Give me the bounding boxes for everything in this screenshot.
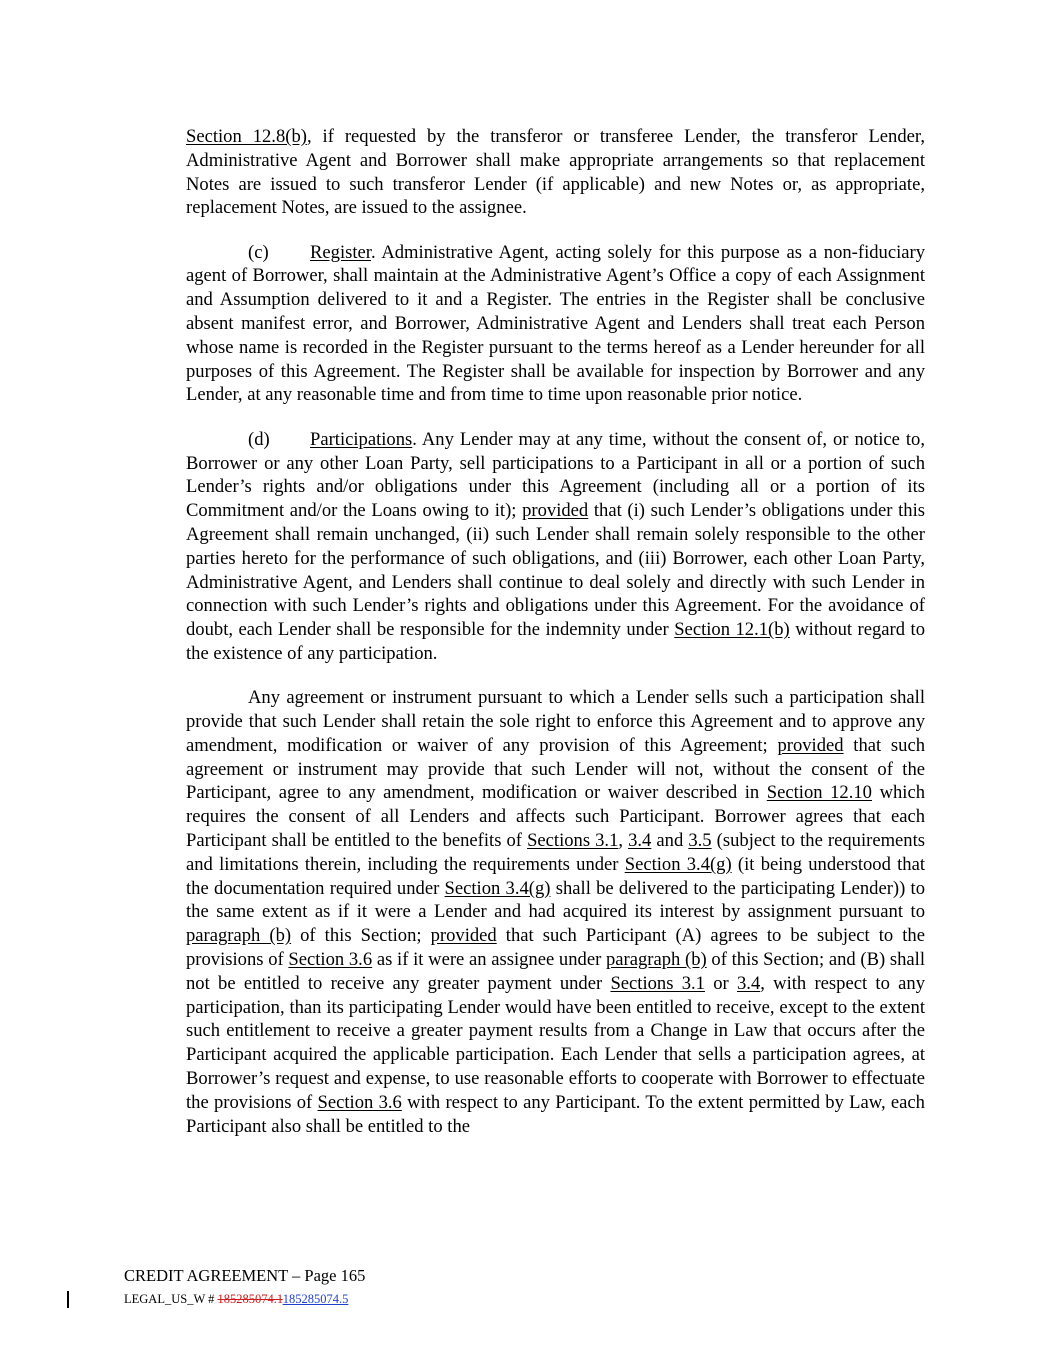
paragraph-text: , [618, 830, 629, 852]
paragraph-reference: paragraph (b) [605, 949, 707, 970]
paragraph-text: (subject to the requirements and limitations therein, including the requirements under [186, 830, 925, 875]
paragraph-text: with respect to any Participant. To the extent permitted by Law, each Participant also shall be entitled to the [186, 1091, 925, 1137]
section-reference: Section 12.8(b) [186, 126, 307, 147]
section-reference: Section 12.10 [766, 782, 872, 804]
paragraph-text: Any agreement or instrument pursuant to which a Lender sells such a participation shall provide that such Lender shall retain the sole right to enforce this Agreement and to approve any amendment, modification or waiver of any provision of this Agreement; [186, 687, 925, 756]
provided-term: provided [777, 734, 844, 756]
paragraph-text: and [651, 830, 689, 852]
doc-id-inserted: 185285074.5 [282, 1292, 349, 1306]
clause-heading: Register [310, 241, 371, 263]
paragraph-text: (it being understood that the documentation required under [186, 853, 926, 899]
paragraph-text: shall be delivered to the participating Lender)) to the same extent as if it were a Lender and had acquired its interest by assignment pursuant to [186, 877, 926, 923]
clause-number: (c) [248, 241, 269, 263]
paragraph-register [186, 241, 925, 408]
paragraph-continuation [186, 125, 925, 220]
document-body [186, 125, 925, 1159]
doc-id-prefix: LEGAL_US_W # [124, 1292, 218, 1306]
section-reference: Section 3.4(g) [624, 853, 732, 875]
section-reference: Section 3.4(g) [444, 877, 551, 899]
paragraph-text: . Administrative Agent, acting solely for this purpose as a non-fiduciary agent of Borrower, shall maintain at the Administrative Agent’s Office a copy of each Assignment and Assumption delivered to it and a Register. The entries in the Register shall be conclusive absent manifest error, and Borrower, Administrative Agent and Lenders shall treat each Person whose name is recorded in the Register pursuant to the terms hereof as a Lender hereunder for all purposes of this Agreement. The Register shall be available for inspection by Borrower and any Lender, at any reasonable time and from time to time upon reasonable prior notice. [186, 241, 925, 406]
paragraph-text: , with respect to any participation, than its participating Lender would have been entitled to receive, except to the extent such entitlement to receive a greater payment results from a Change in Law that occurs after the Participant acquired the applicable participation. Each Lender that sells a participation agrees, at Borrower’s request and expense, to use reasonable efforts to cooperate with Borrower to effectuate the provisions of [186, 972, 925, 1113]
provided-term: provided [430, 925, 497, 947]
paragraph-text: that such agreement or instrument may provide that such Lender will not, without the consent of the Participant, agree to any amendment, modification or waiver described in [186, 734, 926, 804]
clause-number: (d) [248, 428, 270, 450]
section-reference: Sections 3.1 [610, 972, 705, 994]
doc-id-deleted: 185285074.1 [217, 1292, 283, 1306]
paragraph-text: which requires the consent of all Lenders and affects such Participant. Borrower agrees that each Participant shall be entitled to the benefits of [186, 782, 926, 852]
page-footer [124, 1265, 365, 1308]
paragraph-text: of this Section; and (B) shall not be entitled to receive any greater payment under [186, 949, 925, 994]
paragraph-participation-agreement [186, 686, 925, 1138]
paragraph-text: that (i) such Lender’s obligations under this Agreement shall remain unchanged, (ii) such Lender shall remain solely responsible to the other parties hereto for the performance of such obligations, and (iii) Borrower, each other Loan Party, Administrative Agent, and Lenders shall continue to deal solely and directly with such Lender in connection with such Lender’s rights and obligations under this Agreement. For the avoidance of doubt, each Lender shall be responsible for the indemnity under [186, 500, 925, 641]
paragraph-text: without regard to the existence of any participation. [186, 619, 925, 664]
paragraph-text: that such Participant (A) agrees to be subject to the provisions of [186, 925, 925, 970]
footer-document-id [124, 1290, 365, 1308]
section-reference: Section 12.1(b) [674, 619, 790, 641]
paragraph-participations [186, 428, 925, 666]
section-reference: Section 3.6 [288, 949, 373, 970]
paragraph-text: of this Section; [291, 925, 431, 947]
revision-change-bar [67, 1291, 69, 1308]
paragraph-text: , if requested by the transferor or transferee Lender, the transferor Lender, Administrative Agent and Borrower shall make appropriate arrangements so that replacement Notes are issued to such transferor Lender (if applicable) and new Notes or, as appropriate, replacement Notes, are issued to the assignee. [186, 126, 925, 219]
paragraph-text: or [704, 972, 737, 994]
footer-page-title: CREDIT AGREEMENT – Page 165 [124, 1266, 366, 1285]
section-reference: 3.4 [737, 972, 761, 994]
paragraph-text: . Any Lender may at any time, without the consent of, or notice to, Borrower or any other Loan Party, sell participations to a Participant in all or a portion of such Lender’s rights and/or obligations under this Agreement (including all or a portion of its Commitment and/or the Loans owing to it); [186, 428, 925, 522]
provided-term: provided [522, 500, 589, 522]
section-reference: 3.5 [688, 830, 712, 852]
section-reference: Section 3.6 [317, 1091, 402, 1113]
section-reference: Sections 3.1 [527, 830, 619, 852]
paragraph-reference: paragraph (b) [186, 925, 292, 947]
paragraph-text: as if it were an assignee under [372, 949, 606, 970]
section-reference: 3.4 [628, 830, 652, 852]
clause-heading: Participations [310, 428, 413, 450]
